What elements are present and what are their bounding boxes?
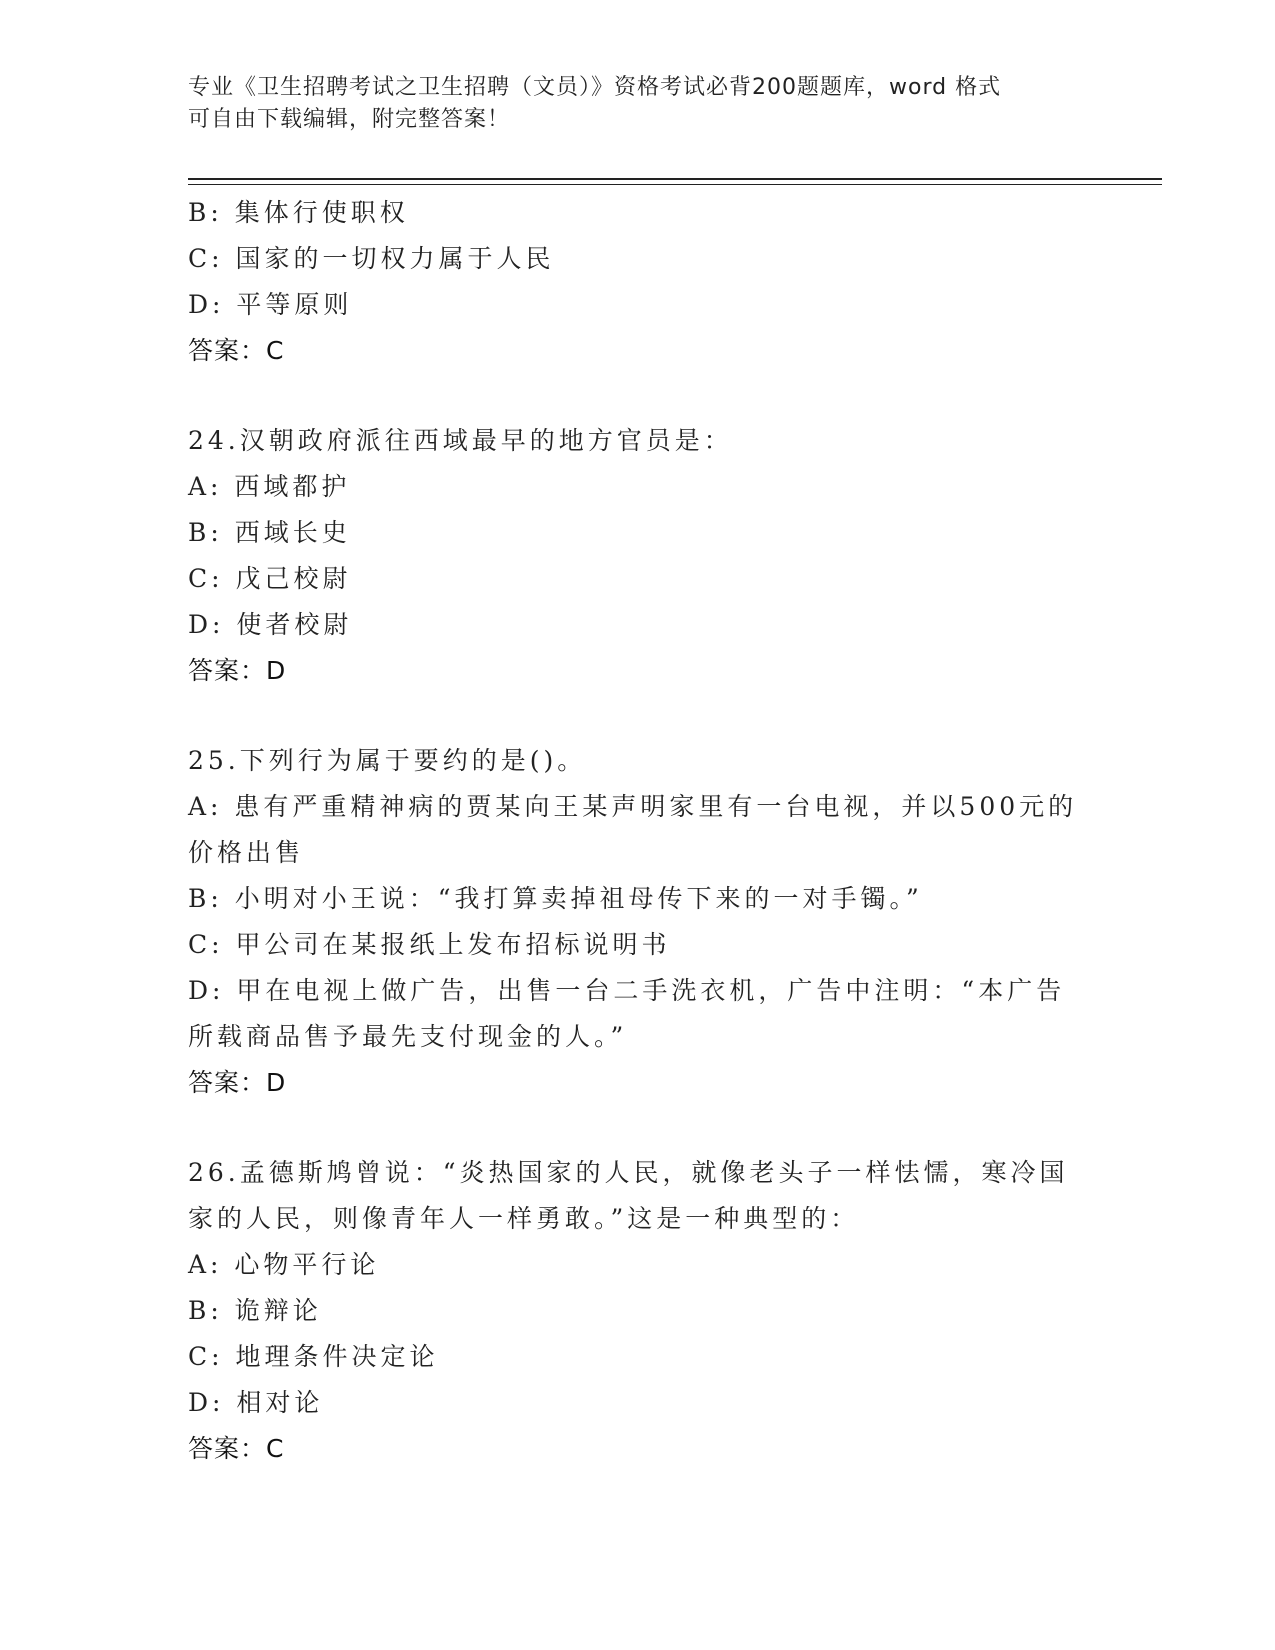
q25-option-a-line-1: A: 患有严重精神病的贾某向王某声明家里有一台电视，并以500元的 <box>188 792 1078 821</box>
spacer <box>188 694 1088 738</box>
q23-answer: 答案：C <box>188 336 285 365</box>
q24-answer: 答案：D <box>188 656 287 685</box>
q24-option-d: D: 使者校尉 <box>188 610 353 639</box>
header-divider-thick <box>188 178 1162 180</box>
q24-option-b: B: 西域长史 <box>188 518 351 547</box>
question-24 <box>188 418 1088 694</box>
q26-stem-line-2: 家的人民，则像青年人一样勇敢。”这是一种典型的： <box>188 1204 860 1233</box>
q26-option-b: B: 诡辩论 <box>188 1296 322 1325</box>
q24-option-c: C: 戊己校尉 <box>188 564 352 593</box>
q25-option-c: C: 甲公司在某报纸上发布招标说明书 <box>188 930 671 959</box>
q25-option-a-line-2: 价格出售 <box>188 838 305 867</box>
question-25 <box>188 738 1088 1106</box>
q23-option-d: D: 平等原则 <box>188 290 353 319</box>
q25-option-b: B: 小明对小王说：“我打算卖掉祖母传下来的一对手镯。” <box>188 884 923 913</box>
header-title-line-2: 可自由下载编辑，附完整答案！ <box>188 107 511 132</box>
q26-answer: 答案：C <box>188 1434 285 1463</box>
q24-stem: 24.汉朝政府派往西域最早的地方官员是： <box>188 426 733 455</box>
document-header <box>188 72 1088 136</box>
question-26 <box>188 1150 1088 1472</box>
spacer <box>188 374 1088 418</box>
q24-option-a: A: 西域都护 <box>188 472 351 501</box>
q25-stem: 25.下列行为属于要约的是()。 <box>188 746 587 775</box>
q26-option-d: D: 相对论 <box>188 1388 324 1417</box>
header-title-line-1: 专业《卫生招聘考试之卫生招聘（文员）》资格考试必背200题题库，word 格式 <box>188 75 1002 100</box>
question-list <box>188 190 1088 1472</box>
q25-answer: 答案：D <box>188 1068 287 1097</box>
q25-option-d-line-1: D: 甲在电视上做广告，出售一台二手洗衣机，广告中注明：“本广告 <box>188 976 1066 1005</box>
q26-option-a: A: 心物平行论 <box>188 1250 380 1279</box>
header-divider-thin <box>188 184 1162 185</box>
q23-option-c: C: 国家的一切权力属于人民 <box>188 244 555 273</box>
spacer <box>188 1106 1088 1150</box>
q26-stem-line-1: 26.孟德斯鸠曾说：“炎热国家的人民，就像老头子一样怯懦，寒冷国 <box>188 1158 1069 1187</box>
question-23-tail <box>188 190 1088 374</box>
q23-option-b: B: 集体行使职权 <box>188 198 409 227</box>
q25-option-d-line-2: 所载商品售予最先支付现金的人。” <box>188 1022 628 1051</box>
q26-option-c: C: 地理条件决定论 <box>188 1342 439 1371</box>
